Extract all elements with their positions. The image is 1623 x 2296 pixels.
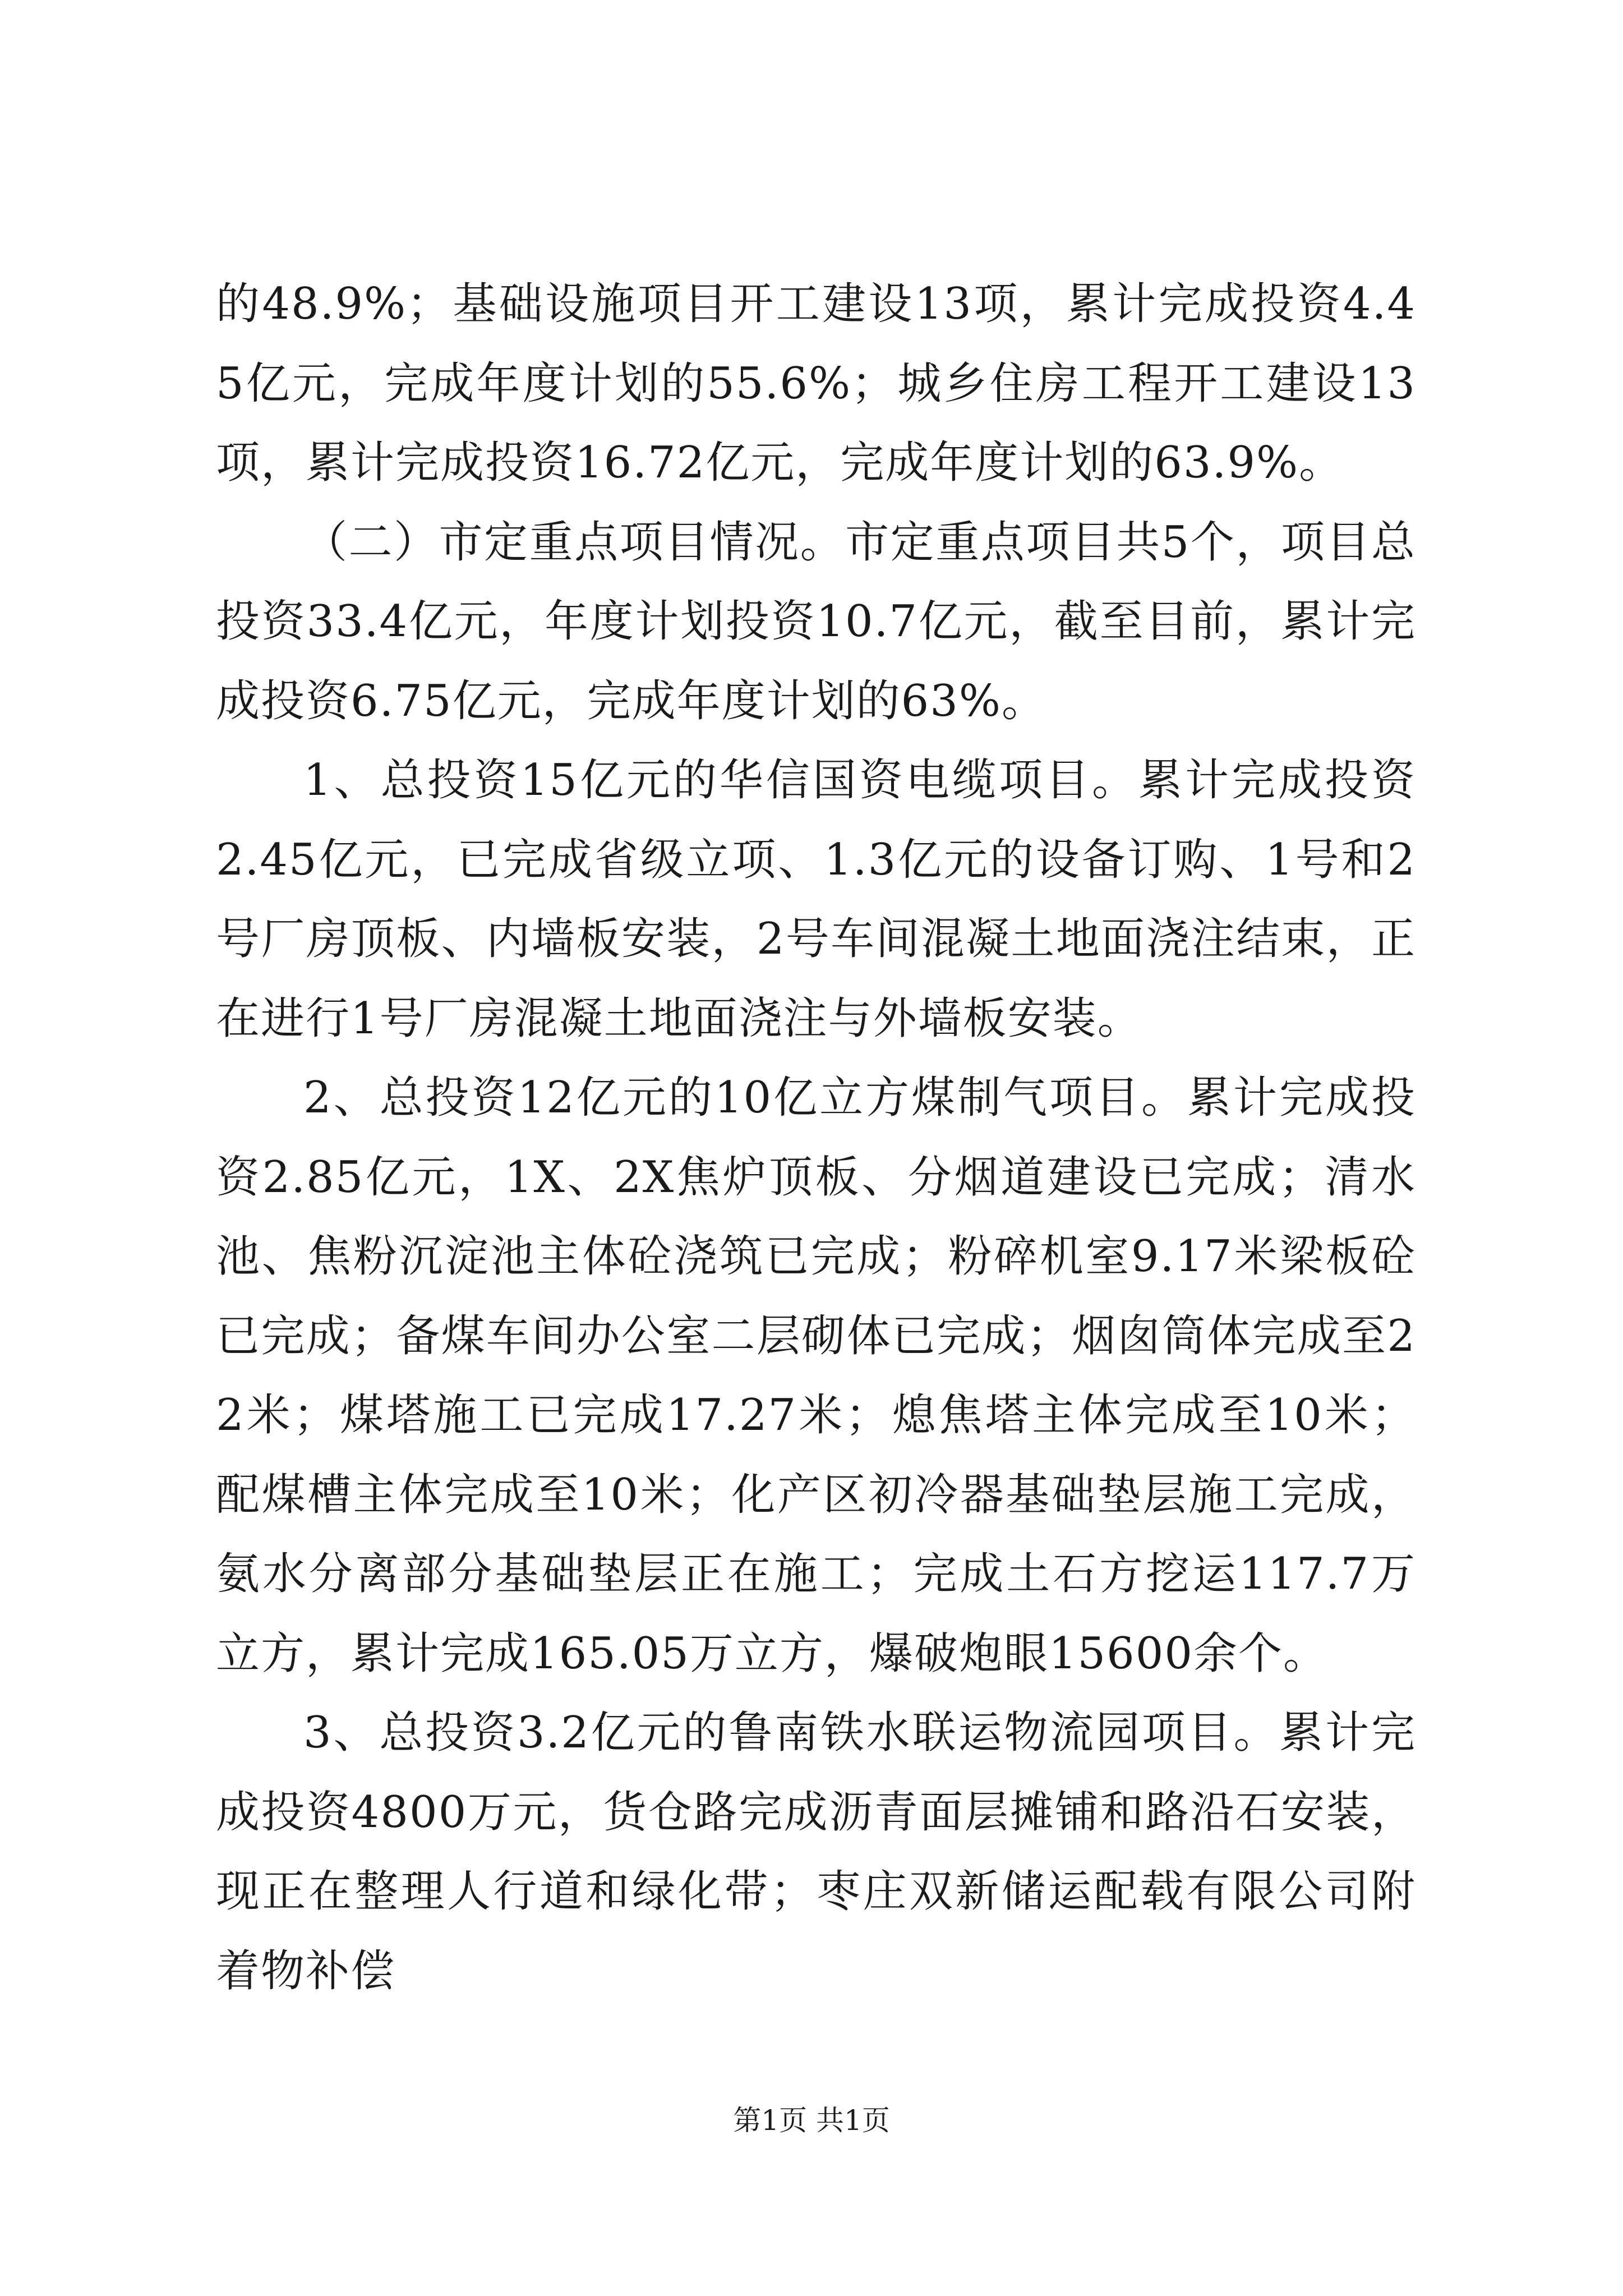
paragraph-item-1: 1、总投资15亿元的华信国资电缆项目。累计完成投资2.45亿元，已完成省级立项、1.3亿元的设备订购、1号和2号厂房顶板、内墙板安装，2号车间混凝土地面浇注结束，正在进行1号厂房混凝土地面浇注与外墙板安装。 [216,755,1416,1044]
page-footer: 第1页 共1页 [733,2104,890,2137]
paragraph-section-two: （二）市定重点项目情况。市定重点项目共5个，项目总投资33.4亿元，年度计划投资10.7亿元，截至目前，累计完成投资6.75亿元，完成年度计划的63%。 [216,517,1416,726]
paragraph-continuation: 的48.9%；基础设施项目开工建设13项，累计完成投资4.45亿元，完成年度计划的55.6%；城乡住房工程开工建设13项，累计完成投资16.72亿元，完成年度计划的63.9%。 [216,279,1416,488]
paragraph-item-3: 3、总投资3.2亿元的鲁南铁水联运物流园项目。累计完成投资4800万元，货仓路完成沥青面层摊铺和路沿石安装，现正在整理人行道和绿化带；枣庄双新储运配载有限公司附着物补偿 [216,1708,1416,1996]
paragraph-item-2: 2、总投资12亿元的10亿立方煤制气项目。累计完成投资2.85亿元，1X、2X焦炉顶板、分烟道建设已完成；清水池、焦粉沉淀池主体砼浇筑已完成；粉碎机室9.17米梁板砼已完成；备煤车间办公室二层砌体已完成；烟囱筒体完成至22米；煤塔施工已完成17.27米；熄焦塔主体完成至10米；配煤槽主体完成至10米；化产区初冷器基础垫层施工完成，氨水分离部分基础垫层正在施工；完成土石方挖运117.7万立方，累计完成165.05万立方，爆破炮眼15600余个。 [216,1073,1416,1679]
document-body [216,265,1416,2011]
